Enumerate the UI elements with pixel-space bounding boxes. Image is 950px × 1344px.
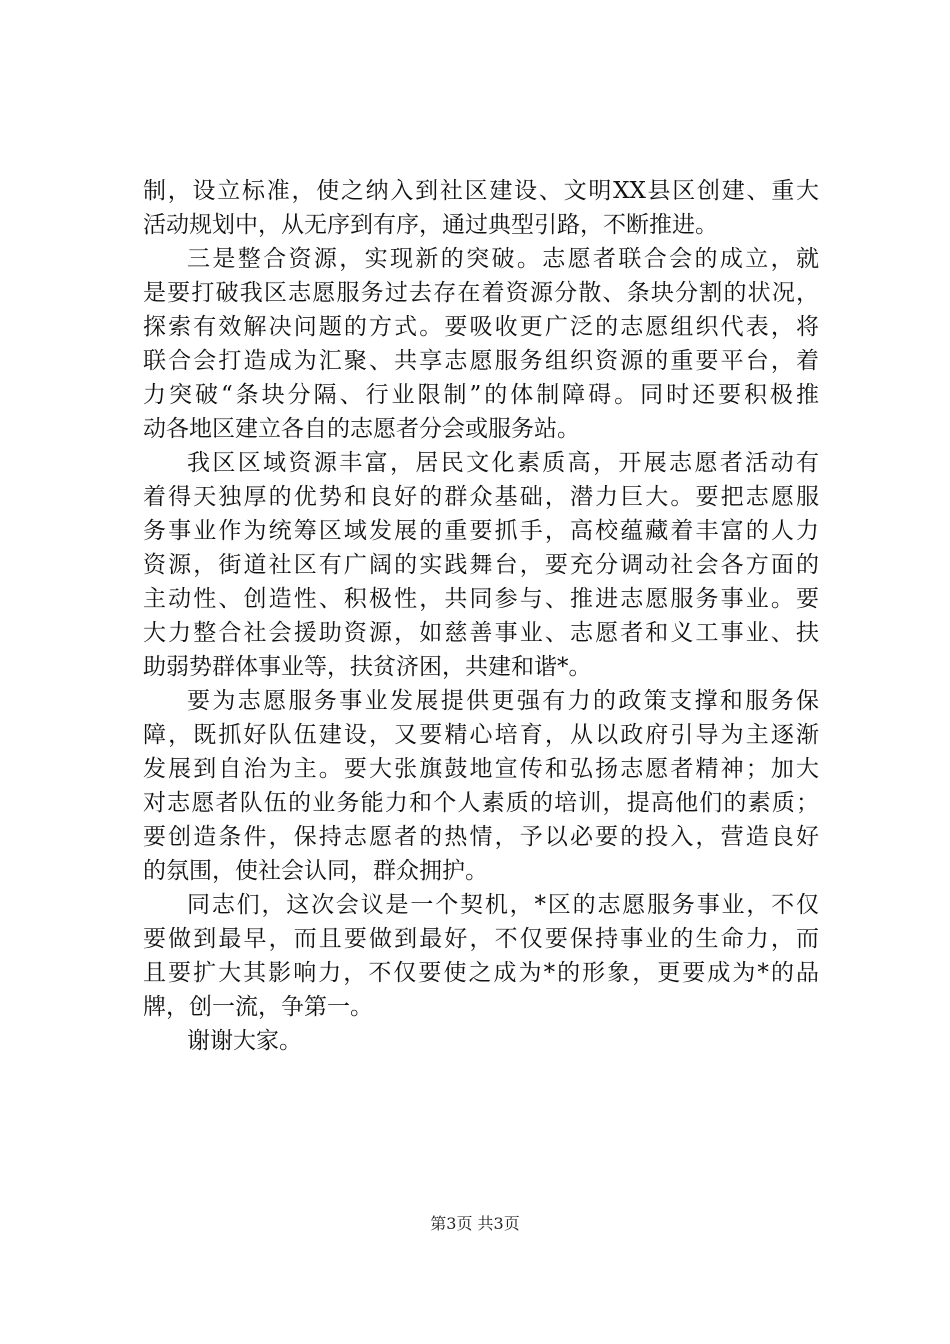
text-line: 联合会打造成为汇聚、共享志愿服务组织资源的重要平台，着 [143, 348, 819, 374]
text-line: 主动性、创造性、积极性，共同参与、推进志愿服务事业。要 [143, 586, 819, 612]
page-footer: 第3页 共3页 [430, 1214, 520, 1233]
text-line: 着得天独厚的优势和良好的群众基础，潜力巨大。要把志愿服 [143, 484, 819, 510]
text-line: 发展到自治为主。要大张旗鼓地宣传和弘扬志愿者精神；加大 [143, 756, 819, 782]
text-line: 谢谢大家。 [187, 1028, 302, 1054]
document-body [143, 174, 819, 1058]
text-line: 动各地区建立各自的志愿者分会或服务站。 [143, 416, 580, 442]
text-line: 是要打破我区志愿服务过去存在着资源分散、条块分割的状况， [143, 280, 819, 306]
text-line: 务事业作为统筹区域发展的重要抓手，高校蕴藏着丰富的人力 [143, 518, 819, 544]
text-line: 要做到最早，而且要做到最好，不仅要保持事业的生命力，而 [143, 926, 819, 952]
text-line: 障，既抓好队伍建设，又要精心培育，从以政府引导为主逐渐 [143, 722, 819, 748]
text-line: 要为志愿服务事业发展提供更强有力的政策支撑和服务保 [187, 688, 819, 714]
text-line: 探索有效解决问题的方式。要吸收更广泛的志愿组织代表，将 [143, 314, 819, 340]
text-line: 力突破“条块分隔、行业限制”的体制障碍。同时还要积极推 [143, 382, 819, 408]
text-line: 助弱势群体事业等，扶贫济困，共建和谐*。 [143, 654, 592, 680]
text-line: 要创造条件，保持志愿者的热情，予以必要的投入，营造良好 [143, 824, 819, 850]
text-line: 大力整合社会援助资源，如慈善事业、志愿者和义工事业、扶 [143, 620, 819, 646]
text-line: 对志愿者队伍的业务能力和个人素质的培训，提高他们的素质； [143, 790, 819, 816]
text-line: 的氛围，使社会认同，群众拥护。 [143, 858, 488, 884]
text-line: 活动规划中，从无序到有序，通过典型引路，不断推进。 [143, 212, 718, 238]
text-line: 同志们，这次会议是一个契机，*区的志愿服务事业，不仅 [187, 892, 819, 918]
text-line: 牌，创一流，争第一。 [143, 994, 373, 1020]
text-line: 资源，街道社区有广阔的实践舞台，要充分调动社会各方面的 [143, 552, 819, 578]
text-line: 且要扩大其影响力，不仅要使之成为*的形象，更要成为*的品 [143, 960, 819, 986]
text-line: 三是整合资源，实现新的突破。志愿者联合会的成立，就 [187, 246, 819, 272]
text-line: 制，设立标准，使之纳入到社区建设、文明XX县区创建、重大 [143, 178, 819, 204]
text-line: 我区区域资源丰富，居民文化素质高，开展志愿者活动有 [187, 450, 819, 476]
